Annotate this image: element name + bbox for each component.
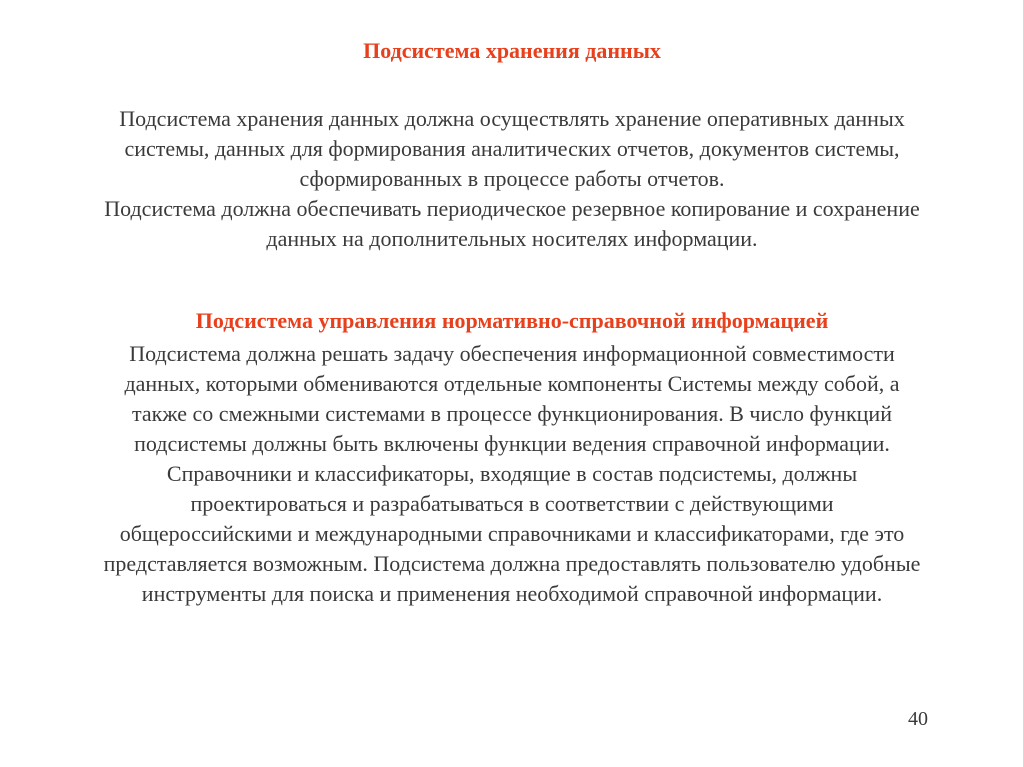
paragraph-line: общероссийскими и международными справочниками и классификаторами, где это <box>119 521 905 546</box>
paragraph-line: подсистемы должны быть включены функции ведения справочной информации. <box>134 431 890 456</box>
paragraph-line: проектироваться и разрабатываться в соответствии с действующими <box>190 491 834 516</box>
section-body-reference-data <box>20 339 1004 609</box>
section-title-data-storage: Подсистема хранения данных <box>363 38 661 63</box>
paragraph-line: Подсистема должна решать задачу обеспечения информационной совместимости <box>129 341 895 366</box>
paragraph-line: данных на дополнительных носителях информации. <box>266 226 758 251</box>
paragraph-line: Подсистема хранения данных должна осуществлять хранение оперативных данных <box>119 106 905 131</box>
paragraph-line: инструменты для поиска и применения необходимой справочной информации. <box>141 581 883 606</box>
paragraph-line: Подсистема должна обеспечивать периодическое резервное копирование и сохранение <box>104 196 920 221</box>
paragraph-line: представляется возможным. Подсистема должна предоставлять пользователю удобные <box>103 551 921 576</box>
paragraph-line: системы, данных для формирования аналитических отчетов, документов системы, <box>124 136 900 161</box>
paragraph-line: также со смежными системами в процессе функционирования. В число функций <box>132 401 892 426</box>
paragraph-line: данных, которыми обмениваются отдельные компоненты Системы между собой, а <box>124 371 900 396</box>
section-body-data-storage <box>20 104 1004 254</box>
paragraph-line: сформированных в процессе работы отчетов. <box>299 166 725 191</box>
page-number: 40 <box>908 708 928 730</box>
section-title-reference-data: Подсистема управления нормативно-справочной информацией <box>195 308 829 333</box>
paragraph-line: Справочники и классификаторы, входящие в состав подсистемы, должны <box>166 461 858 486</box>
